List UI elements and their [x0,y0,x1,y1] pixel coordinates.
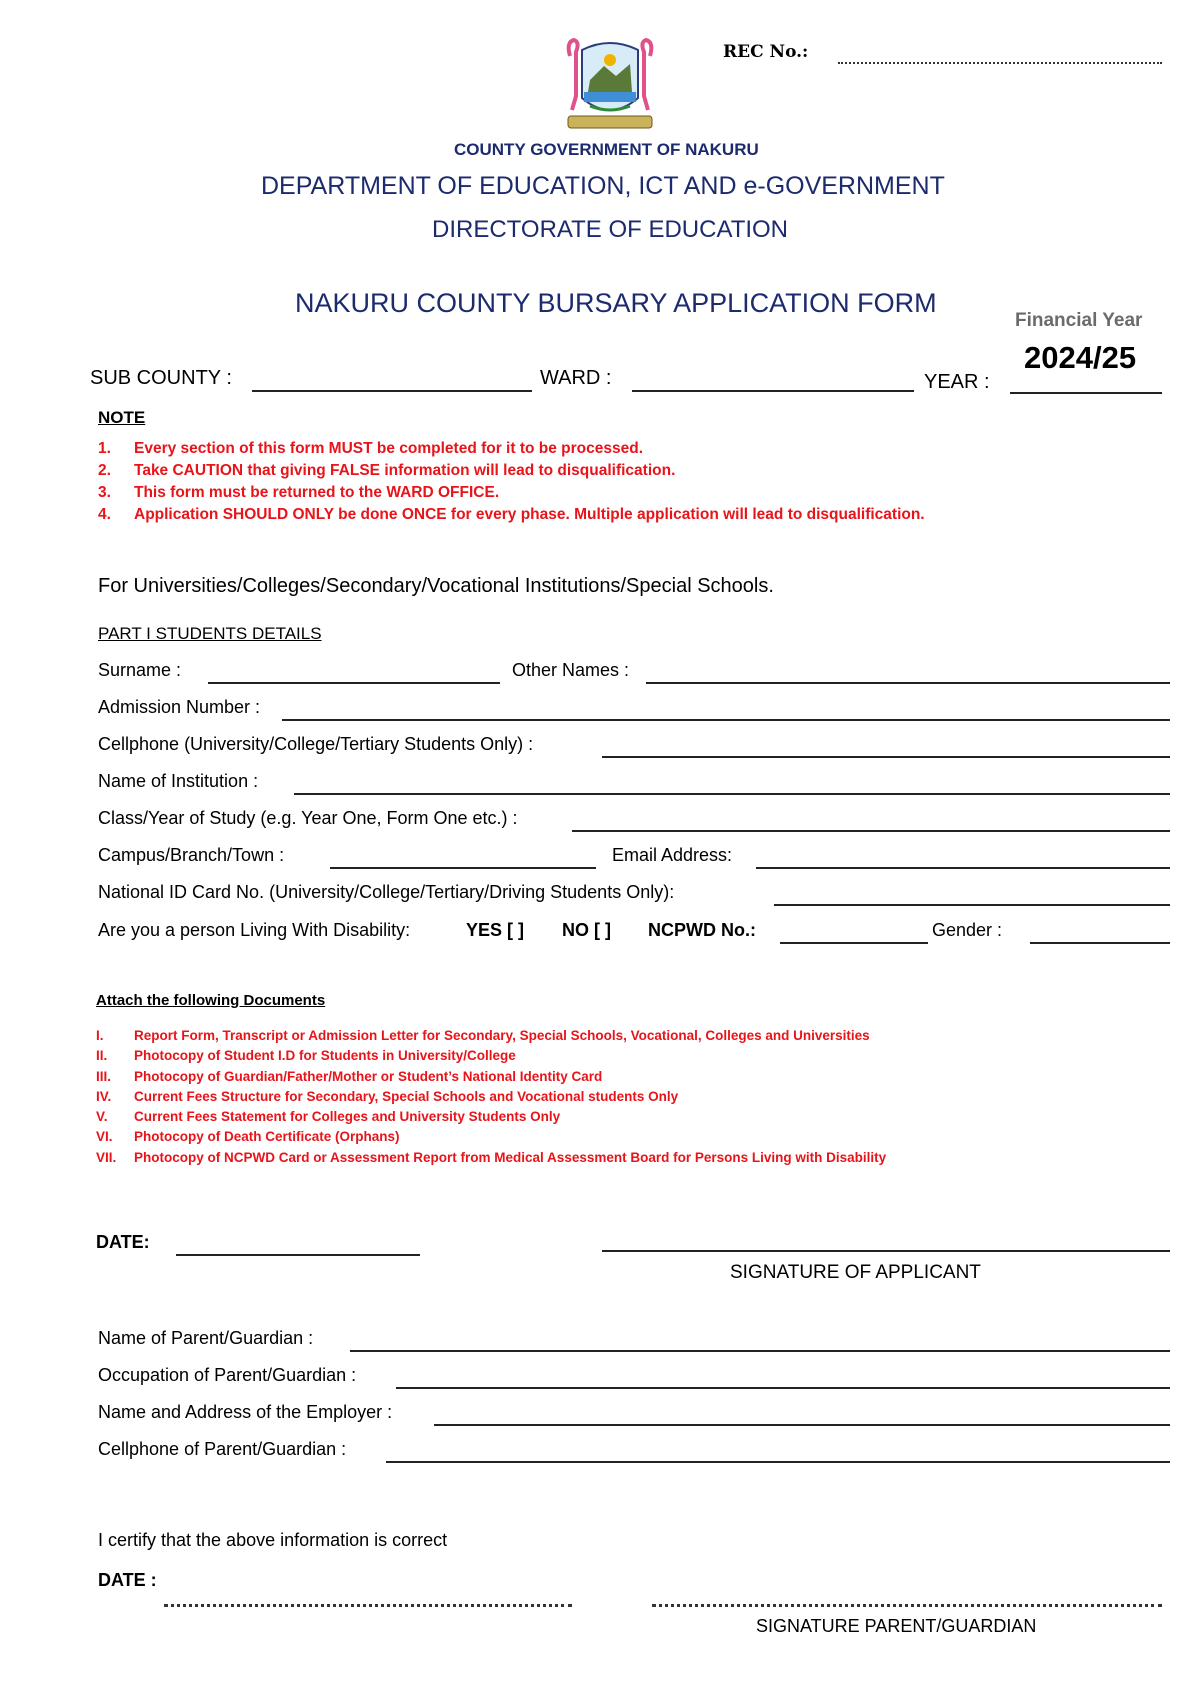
note-item-text: Application SHOULD ONLY be done ONCE for every phase. Multiple application will lead to disqualification. [134,506,925,523]
rec-number-label: REC No.: [723,42,809,62]
ward-field[interactable] [632,390,914,392]
financial-year-value: 2024/25 [1024,340,1137,375]
parent-name-field[interactable] [350,1350,1170,1352]
employer-label: Name and Address of the Employer : [98,1402,393,1422]
campus-label: Campus/Branch/Town : [98,845,285,865]
certify-date-field[interactable] [164,1604,572,1607]
applicant-signature-line[interactable] [602,1250,1170,1252]
ncpwd-label: NCPWD No.: [648,920,756,940]
note-item-text: This form must be returned to the WARD OFFICE. [134,484,500,501]
note-item-number: 2. [98,462,111,479]
note-heading: NOTE [98,408,146,427]
class-year-label: Class/Year of Study (e.g. Year One, Form One etc.) : [98,808,518,828]
department-title: DEPARTMENT OF EDUCATION, ICT AND e-GOVERNMENT [261,172,945,200]
document-item [96,1048,1156,1068]
other-names-field[interactable] [646,682,1170,684]
ward-label: WARD : [540,367,612,389]
note-item [98,462,1158,484]
class-year-field[interactable] [572,830,1170,832]
disability-label: Are you a person Living With Disability: [98,920,411,940]
note-item-text: Every section of this form MUST be completed for it to be processed. [134,440,644,457]
disability-no-option[interactable]: NO [ ] [562,920,611,940]
eligibility-statement: For Universities/Colleges/Secondary/Vocational Institutions/Special Schools. [98,575,774,597]
national-id-field[interactable] [774,904,1170,906]
surname-label: Surname : [98,660,182,680]
parent-signature-line[interactable] [652,1604,1162,1607]
parent-name-label: Name of Parent/Guardian : [98,1328,314,1348]
document-item-text: Report Form, Transcript or Admission Letter for Secondary, Special Schools, Vocational, Colleges and Universities [134,1028,870,1043]
email-field[interactable] [756,867,1170,869]
document-item-number: VI. [96,1129,113,1145]
sub-county-label: SUB COUNTY : [90,367,232,389]
disability-yes-option[interactable]: YES [ ] [466,920,525,940]
parent-occupation-label: Occupation of Parent/Guardian : [98,1365,357,1385]
admission-number-field[interactable] [282,719,1170,721]
document-item [96,1109,1156,1129]
document-item [96,1150,1156,1170]
year-label: YEAR : [924,371,990,393]
ncpwd-field[interactable] [780,942,928,944]
parent-cellphone-label: Cellphone of Parent/Guardian : [98,1439,347,1459]
document-item [96,1089,1156,1109]
note-item-number: 1. [98,440,111,457]
institution-label: Name of Institution : [98,771,259,791]
document-item-number: VII. [96,1149,117,1165]
document-item-text: Photocopy of Student I.D for Students in University/College [134,1048,516,1064]
rec-number-field[interactable] [838,62,1162,64]
note-item-number: 4. [98,506,111,523]
applicant-date-field[interactable] [176,1254,420,1256]
certify-statement: I certify that the above information is correct [98,1530,448,1550]
document-item-number: II. [96,1048,108,1064]
email-label: Email Address: [612,845,733,865]
student-cellphone-label: Cellphone (University/College/Tertiary Students Only) : [98,734,534,754]
documents-list [96,1028,1156,1170]
surname-field[interactable] [208,682,500,684]
county-name: COUNTY GOVERNMENT OF NAKURU [454,140,759,159]
document-item-number: IV. [96,1088,112,1104]
document-item-number: V. [96,1109,108,1125]
document-item-text: Photocopy of Death Certificate (Orphans) [134,1129,400,1145]
campus-field[interactable] [330,867,596,869]
part1-heading: PART I STUDENTS DETAILS [98,624,322,643]
student-cellphone-field[interactable] [602,756,1170,758]
document-item-number: I. [96,1028,104,1043]
form-title: NAKURU COUNTY BURSARY APPLICATION FORM [295,288,937,318]
note-list [98,440,1158,528]
document-item-text: Photocopy of NCPWD Card or Assessment Report from Medical Assessment Board for Persons Living with Disability [134,1149,887,1165]
document-item-number: III. [96,1068,112,1084]
document-item-text: Current Fees Structure for Secondary, Special Schools and Vocational students Only [134,1088,679,1104]
directorate-title: DIRECTORATE OF EDUCATION [432,216,789,243]
applicant-date-label: DATE: [96,1232,150,1252]
note-item-text: Take CAUTION that giving FALSE information will lead to disqualification. [134,462,676,479]
note-item [98,506,1158,528]
note-item [98,440,1158,462]
document-item [96,1069,1156,1089]
document-item [96,1028,1156,1048]
national-id-label: National ID Card No. (University/College/Tertiary/Driving Students Only): [98,882,675,902]
financial-year-label: Financial Year [1015,310,1143,331]
parent-cellphone-field[interactable] [386,1461,1170,1463]
note-item-number: 3. [98,484,111,501]
county-crest-logo [560,36,660,132]
institution-field[interactable] [294,793,1170,795]
applicant-signature-label: SIGNATURE OF APPLICANT [730,1262,981,1283]
document-item-text: Current Fees Statement for Colleges and University Students Only [134,1109,561,1125]
gender-field[interactable] [1030,942,1170,944]
document-item [96,1129,1156,1149]
admission-number-label: Admission Number : [98,697,261,717]
gender-label: Gender : [932,920,1003,940]
other-names-label: Other Names : [512,660,630,680]
parent-signature-label: SIGNATURE PARENT/GUARDIAN [756,1616,1037,1636]
parent-occupation-field[interactable] [396,1387,1170,1389]
document-item-text: Photocopy of Guardian/Father/Mother or Student’s National Identity Card [134,1068,603,1084]
employer-field[interactable] [434,1424,1170,1426]
documents-heading: Attach the following Documents [96,992,326,1009]
note-item [98,484,1158,506]
sub-county-field[interactable] [252,390,532,392]
certify-date-label: DATE : [98,1570,157,1590]
year-field[interactable] [1010,392,1162,394]
